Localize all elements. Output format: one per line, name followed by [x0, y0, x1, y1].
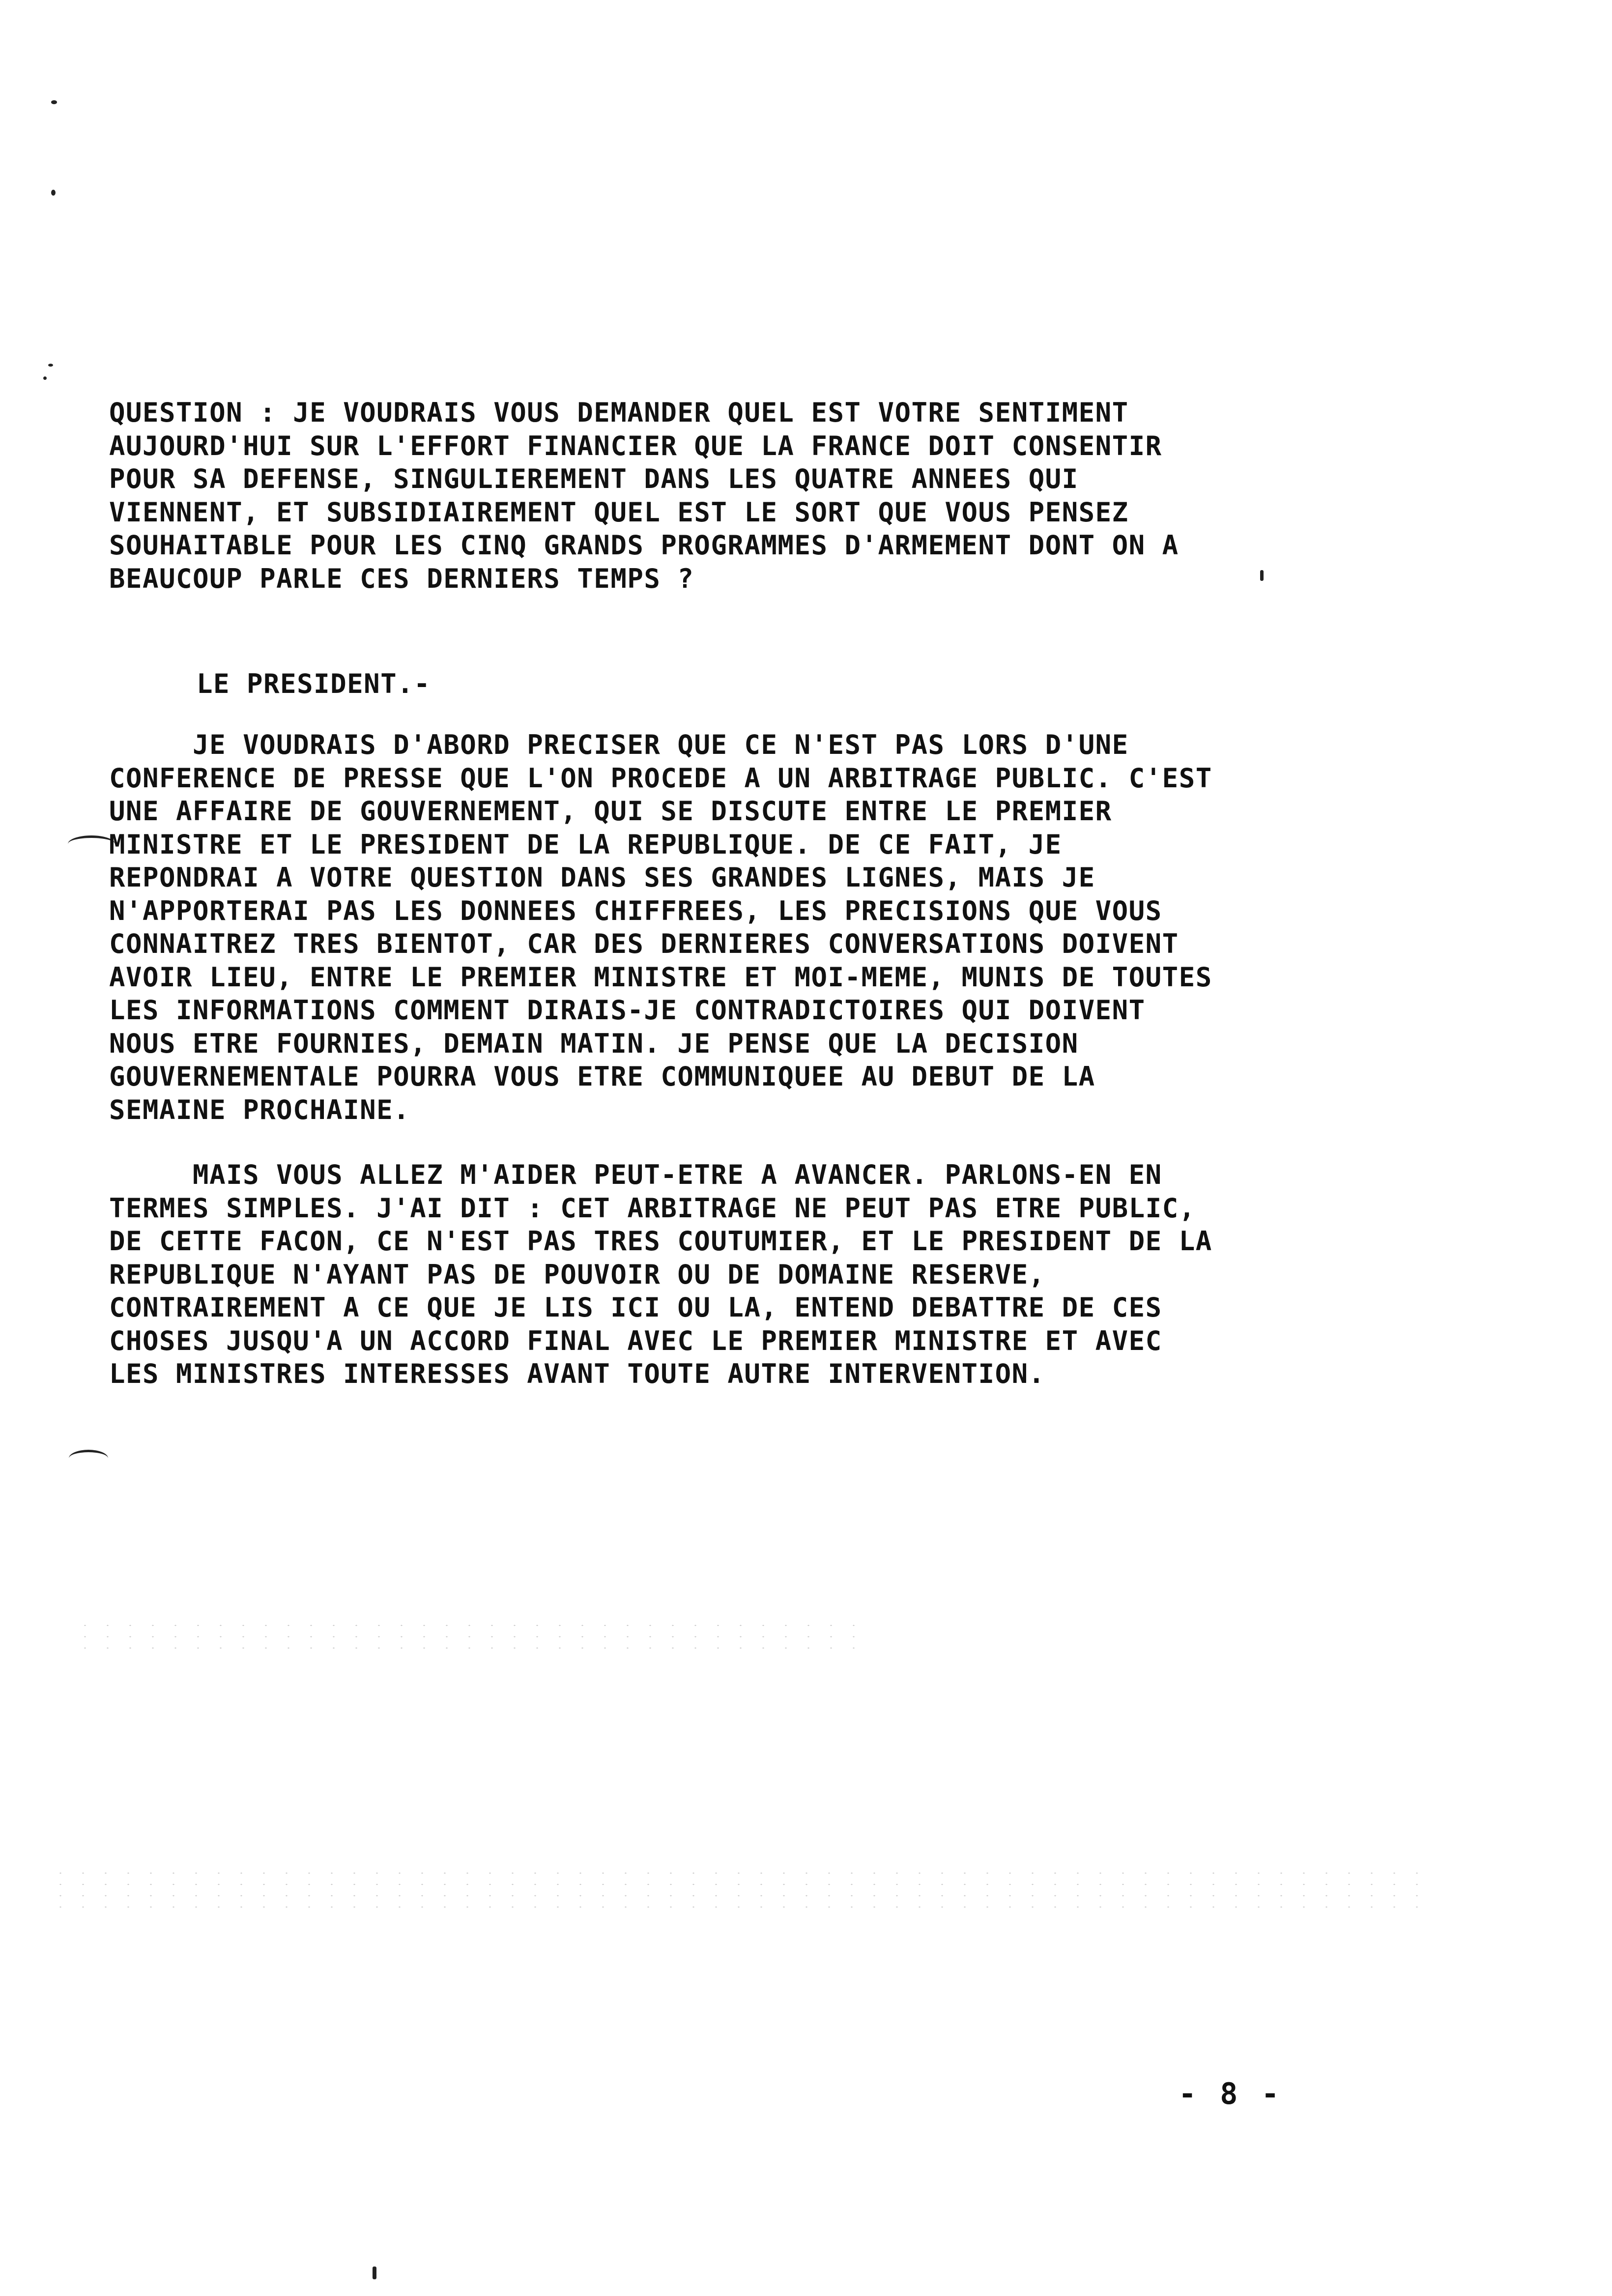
answer-paragraph: MAIS VOUS ALLEZ M'AIDER PEUT-ETRE A AVANCER. PARLONS-EN EN TERMES SIMPLES. J'AI DIT : CET ARBITRAGE NE PEUT PAS ETRE PUBLIC, DE CETTE FACON, CE N'EST PAS TRES COUTUMIER, ET LE PRESIDENT DE LA REPUBLIQUE N'AYANT PAS DE POUVOIR OU DE DOMAINE RESERVE, CONTRAIREMENT A CE QUE JE LIS ICI OU LA, ENTEND DEBATTRE DE CES CHOSES JUSQU'A UN ACCORD FINAL AVEC LE PREMIER MINISTRE ET AVEC LES MINISTRES INTERESSES AVANT TOUTE AUTRE INTERVENTION.	[109, 1159, 1212, 1389]
margin-pen-mark	[68, 835, 115, 853]
scan-speck	[43, 376, 47, 380]
scan-noise	[74, 1620, 860, 1649]
speaker-label: LE PRESIDENT.-	[197, 668, 431, 699]
question-text: QUESTION : JE VOUDRAIS VOUS DEMANDER QUEL EST VOTRE SENTIMENT AUJOURD'HUI SUR L'EFFORT FINANCIER QUE LA FRANCE DOIT CONSENTIR POUR SA DEFENSE, SINGULIEREMENT DANS LES QUATRE ANNEES QUI VIENNENT, ET SUBSIDIAIREMENT QUEL EST LE SORT QUE VOUS PENSEZ SOUHAITABLE POUR LES CINQ GRANDS PROGRAMMES D'ARMEMENT DONT ON A BEAUCOUP PARLE CES DERNIERS TEMPS ?	[109, 397, 1179, 594]
margin-pen-mark	[69, 1450, 108, 1467]
answer-paragraph: JE VOUDRAIS D'ABORD PRECISER QUE CE N'EST PAS LORS D'UNE CONFERENCE DE PRESSE QUE L'ON PROCEDE A UN ARBITRAGE PUBLIC. C'EST UNE AFFAIRE DE GOUVERNEMENT, QUI SE DISCUTE ENTRE LE PREMIER MINISTRE ET LE PRESIDENT DE LA REPUBLIQUE. DE CE FAIT, JE REPONDRAI A VOTRE QUESTION DANS SES GRANDES LIGNES, MAIS JE N'APPORTERAI PAS LES DONNEES CHIFFREES, LES PRECISIONS QUE VOUS CONNAITREZ TRES BIENTOT, CAR DES DERNIERES CONVERSATIONS DOIVENT AVOIR LIEU, ENTRE LE PREMIER MINISTRE ET MOI-MEME, MUNIS DE TOUTES LES INFORMATIONS COMMENT DIRAIS-JE CONTRADICTOIRES QUI DOIVENT NOUS ETRE FOURNIES, DEMAIN MATIN. JE PENSE QUE LA DECISION GOUVERNEMENTALE POURRA VOUS ETRE COMMUNIQUEE AU DEBUT DE LA SEMAINE PROCHAINE.	[109, 729, 1212, 1125]
scan-speck	[373, 2267, 376, 2279]
scan-speck	[48, 364, 53, 367]
scan-speck	[51, 100, 57, 104]
scan-speck	[51, 190, 56, 196]
page-number: - 8 -	[1179, 2077, 1282, 2111]
scan-noise	[49, 1867, 1425, 1912]
